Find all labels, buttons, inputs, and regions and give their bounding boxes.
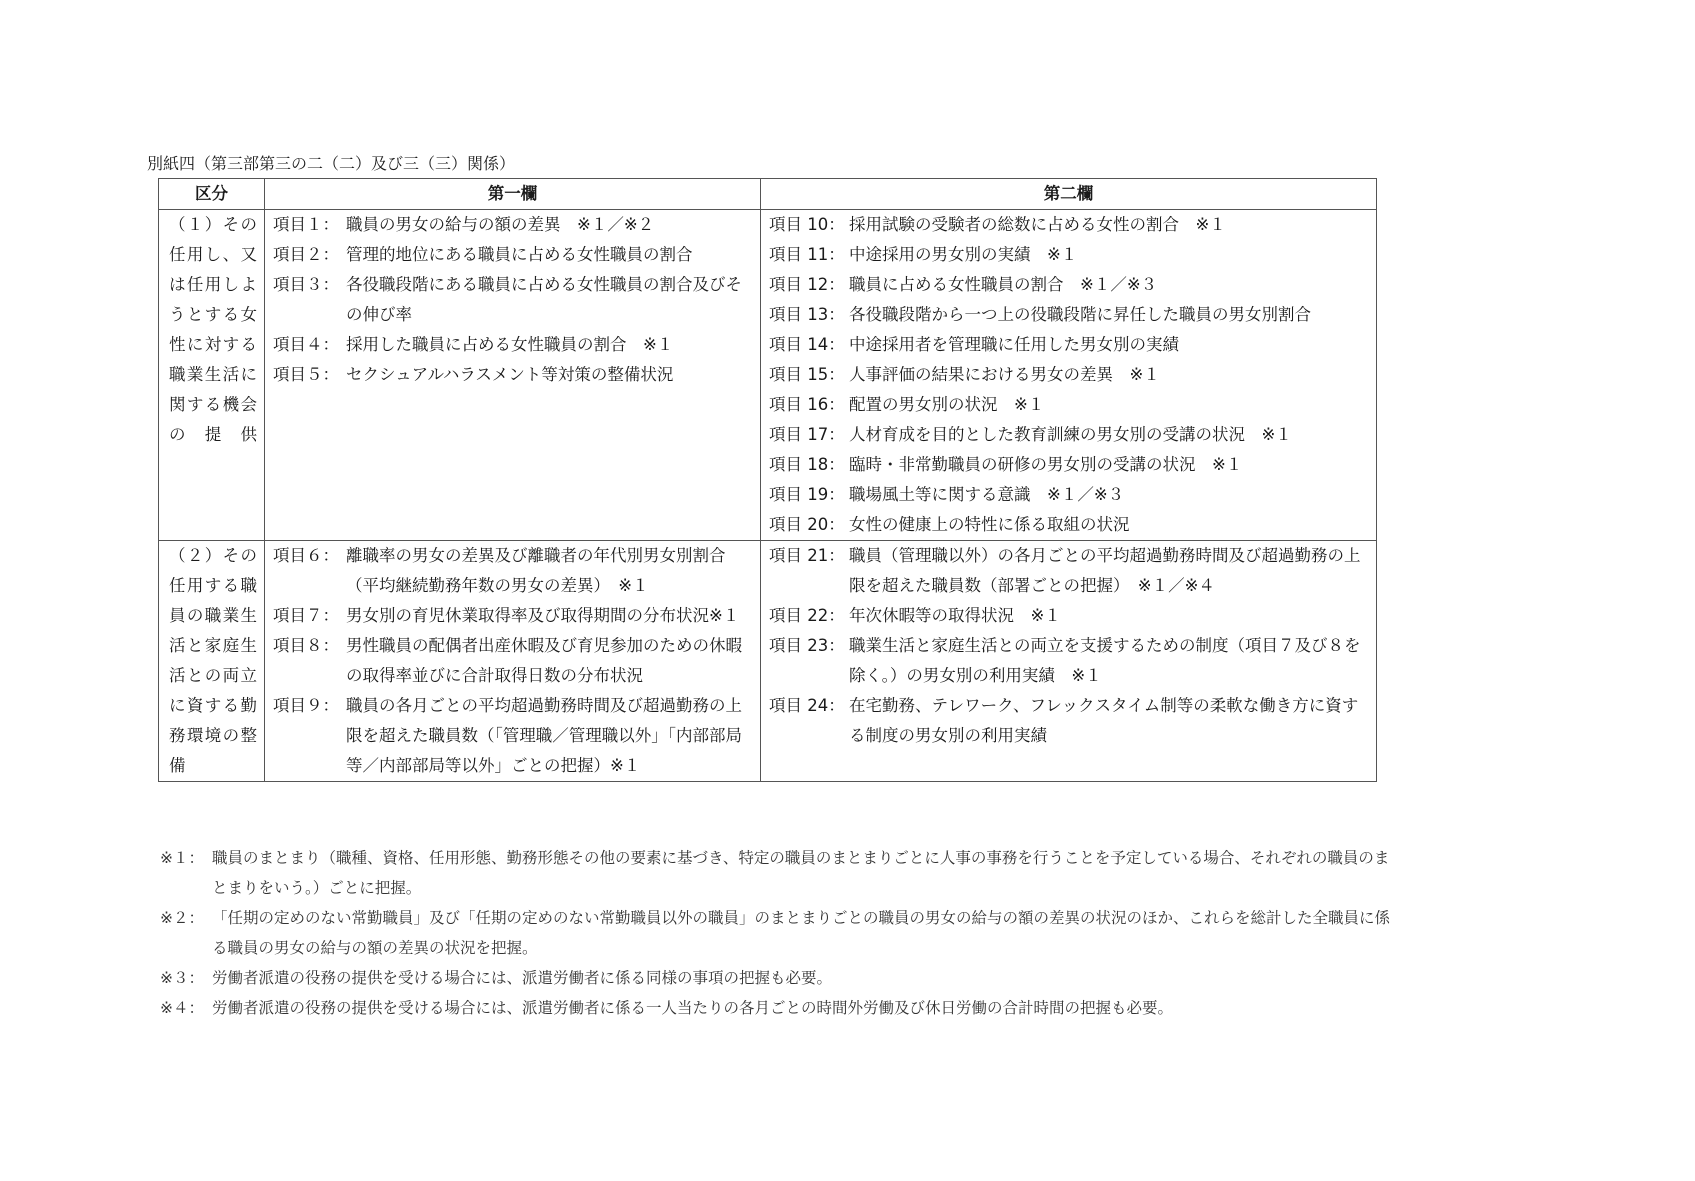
footnote-mark: ※３： [160,969,204,987]
item-number: 項目６： [273,546,339,565]
item-number: 項目 16： [769,395,845,414]
item-number: 項目２： [273,245,339,264]
document-title: 別紙四（第三部第三の二（二）及び三（三）関係） [147,154,516,173]
item-number: 項目７： [273,606,339,625]
item-number: 項目 18： [769,455,845,474]
kubun-text: （２）その任用する職員の職業生活と家庭生活との両立に資する勤務環境の整備 [169,546,258,775]
table-row [159,210,1377,541]
item-text: 職員の男女の給与の額の差異 ※１／※２ [346,215,655,234]
footnote-text: 職員のまとまり（職種、資格、任用形態、勤務形態その他の要素に基づき、特定の職員のまとまりごとに人事の事務を行うことを予定している場合、それぞれの職員のまとまりをいう。）ごとに把握。 [212,849,1390,897]
first-column-cell [265,541,761,782]
item-text: 職員の各月ごとの平均超過勤務時間及び超過勤務の上限を超えた職員数（「管理職／管理職以外」「内部部局等／内部部局等以外」ごとの把握）※１ [346,696,742,775]
item-text: 人材育成を目的とした教育訓練の男女別の受講の状況 ※１ [849,425,1292,444]
first-column-cell [265,210,761,541]
item-text: 中途採用者を管理職に任用した男女別の実績 [849,335,1179,354]
list-item [769,601,1368,631]
list-item [769,300,1368,330]
item-text: 女性の健康上の特性に係る取組の状況 [849,515,1130,534]
item-number: 項目４： [273,335,339,354]
item-text: 各役職段階にある職員に占める女性職員の割合及びその伸び率 [346,275,742,324]
item-number: 項目８： [273,636,339,655]
list-item [273,691,752,781]
list-item [769,360,1368,390]
item-number: 項目 23： [769,636,845,655]
item-text: 年次休暇等の取得状況 ※１ [849,606,1061,625]
item-text: 職業生活と家庭生活との両立を支援するための制度（項目７及び８を除く。）の男女別の利用実績 ※１ [849,636,1361,685]
item-number: 項目５： [273,365,339,384]
footnote-text: 労働者派遣の役務の提供を受ける場合には、派遣労働者に係る一人当たりの各月ごとの時間外労働及び休日労働の合計時間の把握も必要。 [212,999,1174,1017]
list-item [769,210,1368,240]
item-text: 採用試験の受験者の総数に占める女性の割合 ※１ [849,215,1226,234]
footnote [160,963,1400,993]
list-item [273,360,752,390]
footnotes [160,843,1400,1023]
list-item [273,270,752,330]
list-item [273,330,752,360]
item-text: 職員（管理職以外）の各月ごとの平均超過勤務時間及び超過勤務の上限を超えた職員数（部署ごとの把握） ※１／※４ [849,546,1361,595]
item-number: 項目３： [273,275,339,294]
item-number: 項目１： [273,215,339,234]
item-number: 項目 11： [769,245,845,264]
item-text: 職場風土等に関する意識 ※１／※３ [849,485,1125,504]
kubun-text: （１）その任用し、又は任用しようとする女性に対する職業生活に関する機会の提供 [169,215,258,444]
item-text: 離職率の男女の差異及び離職者の年代別男女別割合（平均継続勤務年数の男女の差異） ※１ [346,546,726,595]
item-text: 臨時・非常勤職員の研修の男女別の受講の状況 ※１ [849,455,1243,474]
footnote-mark: ※４： [160,999,204,1017]
footnote-mark: ※１： [160,849,204,867]
list-item [769,270,1368,300]
item-text: 男性職員の配偶者出産休暇及び育児参加のための休暇の取得率並びに合計取得日数の分布状況 [346,636,742,685]
list-item [273,210,752,240]
item-number: 項目 22： [769,606,845,625]
kubun-cell [159,541,265,782]
list-item [273,631,752,691]
item-text: 採用した職員に占める女性職員の割合 ※１ [346,335,674,354]
list-item [769,480,1368,510]
item-number: 項目 20： [769,515,845,534]
footnote-text: 労働者派遣の役務の提供を受ける場合には、派遣労働者に係る同様の事項の把握も必要。 [212,969,833,987]
item-number: 項目 14： [769,335,845,354]
item-text: 中途採用の男女別の実績 ※１ [849,245,1078,264]
item-number: 項目 10： [769,215,845,234]
header-second-column: 第二欄 [761,179,1377,210]
footnote-mark: ※２： [160,909,204,927]
list-item [769,420,1368,450]
item-text: セクシュアルハラスメント等対策の整備状況 [346,365,674,384]
footnote [160,903,1400,963]
list-item [769,541,1368,601]
list-item [769,691,1368,751]
item-text: 職員に占める女性職員の割合 ※１／※３ [849,275,1158,294]
second-column-cell [761,210,1377,541]
list-item [769,330,1368,360]
item-number: 項目 21： [769,546,845,565]
second-column-cell [761,541,1377,782]
item-number: 項目９： [273,696,339,715]
list-item [273,601,752,631]
item-number: 項目 17： [769,425,845,444]
footnote-text: 「任期の定めのない常勤職員」及び「任期の定めのない常勤職員以外の職員」のまとまりごとの職員の男女の給与の額の差異の状況のほか、これらを総計した全職員に係る職員の男女の給与の額の差異の状況を把握。 [212,909,1391,957]
item-table [158,178,1377,782]
header-first-column: 第一欄 [265,179,761,210]
header-kubun: 区分 [159,179,265,210]
item-number: 項目 15： [769,365,845,384]
list-item [769,390,1368,420]
item-text: 管理的地位にある職員に占める女性職員の割合 [346,245,693,264]
list-item [273,541,752,601]
list-item [769,510,1368,540]
item-text: 人事評価の結果における男女の差異 ※１ [849,365,1160,384]
item-number: 項目 24： [769,696,845,715]
item-text: 各役職段階から一つ上の役職段階に昇任した職員の男女別割合 [849,305,1311,324]
item-number: 項目 13： [769,305,845,324]
item-number: 項目 19： [769,485,845,504]
item-number: 項目 12： [769,275,845,294]
list-item [769,240,1368,270]
list-item [273,240,752,270]
table-header-row [159,179,1377,210]
footnote [160,843,1400,903]
item-text: 在宅勤務、テレワーク、フレックスタイム制等の柔軟な働き方に資する制度の男女別の利用実績 [849,696,1359,745]
list-item [769,631,1368,691]
table-row [159,541,1377,782]
list-item [769,450,1368,480]
table-body [159,210,1377,782]
item-text: 配置の男女別の状況 ※１ [849,395,1045,414]
footnote [160,993,1400,1023]
kubun-cell [159,210,265,541]
item-text: 男女別の育児休業取得率及び取得期間の分布状況※１ [346,606,740,625]
